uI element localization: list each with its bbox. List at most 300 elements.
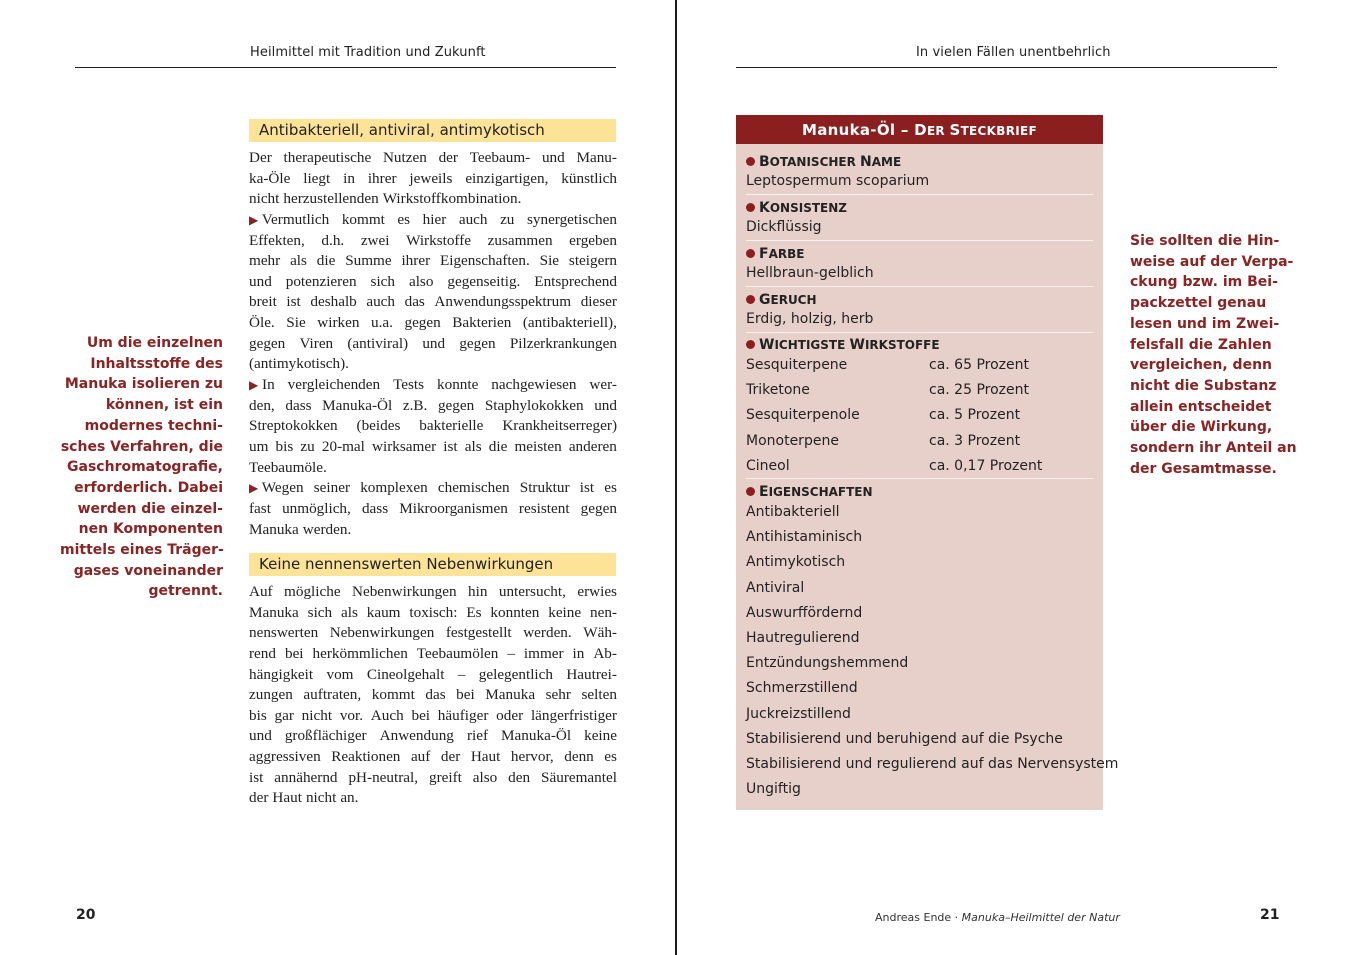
margin-note-line: werden die einzel- bbox=[77, 500, 223, 517]
text-word: künstlich bbox=[561, 169, 617, 187]
text-word: kommt bbox=[341, 210, 385, 228]
text-line bbox=[249, 148, 617, 169]
bullet-icon bbox=[746, 203, 755, 212]
ingredient-name: Monoterpene bbox=[746, 433, 839, 449]
bullet-icon bbox=[746, 157, 755, 166]
text-word: gegenseitig. bbox=[447, 272, 521, 290]
text-line bbox=[249, 416, 617, 437]
text-word: (beides bbox=[356, 417, 401, 435]
text-word: Staphylokokken bbox=[484, 396, 584, 414]
text-word: also bbox=[408, 272, 434, 290]
text-word: nenswerten bbox=[249, 624, 319, 642]
text-word: und bbox=[249, 272, 272, 290]
text-word: anderen bbox=[568, 437, 617, 455]
ingredient-amount: ca. 3 Prozent bbox=[929, 433, 1021, 449]
text-line bbox=[249, 706, 617, 727]
text-word: nachgewiesen bbox=[491, 376, 577, 394]
margin-note-line: nen Komponenten bbox=[78, 521, 223, 538]
text-word: Reaktionen bbox=[331, 748, 401, 766]
text-line bbox=[249, 582, 617, 603]
margin-note-line: Inhaltsstoffe des bbox=[90, 355, 223, 372]
footer-author: Andreas Ende · bbox=[875, 911, 959, 924]
text-word: nen- bbox=[589, 603, 617, 621]
separator bbox=[746, 332, 1093, 333]
text-word: ka-Öle bbox=[249, 169, 291, 187]
property-item: Entzündungshemmend bbox=[746, 655, 909, 671]
text-word: Cineolgehalt bbox=[366, 665, 445, 683]
text-word: ergeben bbox=[569, 231, 617, 249]
text-word: aggressiven bbox=[249, 748, 321, 766]
text-line bbox=[249, 685, 617, 706]
text-word: ist bbox=[579, 479, 595, 497]
margin-note-line: lesen und im Zwei- bbox=[1130, 315, 1280, 332]
text-word: Nebenwirkungen bbox=[329, 624, 435, 642]
text-word: Tests bbox=[393, 376, 425, 394]
text-word: konnte bbox=[437, 376, 479, 394]
text-line bbox=[249, 747, 617, 768]
text-word: ist bbox=[249, 768, 264, 786]
steckbrief-title-part2: TECKBRIEF bbox=[960, 124, 1037, 138]
property-item: Antiviral bbox=[746, 580, 805, 596]
text-word: greift bbox=[428, 768, 462, 786]
margin-note-line: sondern ihr Anteil an bbox=[1130, 440, 1297, 457]
text-word: nicht bbox=[301, 706, 333, 724]
text-word: rend bbox=[249, 644, 276, 662]
text-word: der bbox=[440, 748, 461, 766]
steckbrief-title-dash: – bbox=[895, 121, 915, 139]
text-line bbox=[249, 520, 617, 541]
text-line bbox=[249, 603, 617, 624]
text-word: hin bbox=[468, 583, 488, 600]
text-word: gelegentlich bbox=[478, 665, 553, 683]
text-line bbox=[249, 354, 617, 375]
text-word: vor. bbox=[339, 706, 364, 724]
text-word: jeweils bbox=[409, 169, 453, 187]
text-word: Hautrei- bbox=[566, 665, 617, 683]
ingredient-amount: ca. 0,17 Prozent bbox=[929, 458, 1043, 474]
text-line bbox=[249, 169, 617, 190]
category-eigenschaften: EIGENSCHAFTEN bbox=[746, 484, 873, 500]
text-word: ist bbox=[286, 293, 301, 311]
text-word: ▶ Vermutlich bbox=[249, 210, 330, 228]
text-word: an. bbox=[340, 789, 359, 807]
text-word: zu bbox=[500, 210, 515, 228]
text-word: z.B. bbox=[402, 396, 428, 414]
text-word: Auf bbox=[249, 583, 273, 600]
text-line bbox=[249, 437, 617, 458]
text-word: in bbox=[572, 644, 585, 662]
text-word: vom bbox=[326, 665, 354, 683]
text-word: keine bbox=[584, 727, 617, 745]
text-word: unmöglich, bbox=[282, 499, 351, 517]
text-word: häufiger bbox=[437, 706, 489, 724]
margin-note-line: mittels eines Träger- bbox=[60, 542, 224, 559]
text-word: Struktur bbox=[519, 479, 570, 497]
text-word: und bbox=[594, 396, 617, 414]
text-word: auch bbox=[458, 210, 488, 228]
text-word: nicht bbox=[249, 190, 280, 208]
text-word: Es bbox=[466, 603, 482, 621]
margin-note-line: der Gesamtmasse. bbox=[1130, 460, 1277, 477]
running-head-right: In vielen Fällen unentbehrlich bbox=[916, 45, 1111, 60]
text-word: ▶ Wegen bbox=[249, 479, 304, 497]
text-word: den, bbox=[249, 396, 275, 414]
separator bbox=[746, 194, 1093, 195]
header-rule-right bbox=[736, 67, 1277, 68]
margin-note-line: getrennt. bbox=[148, 583, 223, 600]
text-word: Sie bbox=[286, 314, 306, 332]
bullet-icon bbox=[746, 487, 755, 496]
text-word: seiner bbox=[313, 479, 350, 497]
text-line bbox=[249, 788, 617, 809]
triangle-bullet-icon: ▶ bbox=[249, 378, 259, 393]
footer-credit bbox=[875, 911, 1120, 924]
text-line bbox=[249, 375, 617, 396]
bullet-icon bbox=[746, 340, 755, 349]
text-word: – bbox=[457, 665, 466, 683]
text-word: steigern bbox=[568, 252, 617, 270]
text-word: werden. bbox=[302, 520, 352, 538]
text-line bbox=[249, 210, 617, 231]
ingredient-name: Triketone bbox=[746, 382, 810, 398]
text-word: d.h. bbox=[321, 231, 345, 249]
text-line bbox=[249, 768, 617, 789]
steckbrief-title-main: Manuka-Öl bbox=[801, 121, 896, 139]
text-line bbox=[249, 665, 617, 686]
text-word: untersucht, bbox=[498, 583, 566, 600]
text-word: vergleichenden bbox=[287, 376, 381, 394]
bullet-icon bbox=[746, 249, 755, 258]
margin-note-line: Manuka isolieren zu bbox=[64, 376, 223, 393]
text-word: Manu- bbox=[576, 149, 617, 166]
text-word: Mikroorganismen bbox=[399, 499, 508, 517]
margin-note-line: erforderlich. Dabei bbox=[74, 479, 223, 496]
text-line bbox=[249, 231, 617, 252]
margin-note-line: können, ist ein bbox=[105, 397, 223, 414]
text-word: Viren bbox=[299, 334, 334, 352]
text-word: Teebaumöle. bbox=[249, 458, 327, 476]
category-botanischer-name: BOTANISCHER NAME bbox=[746, 154, 901, 170]
text-word: Manuka-Öl bbox=[501, 727, 572, 745]
text-word: ihrer bbox=[367, 169, 397, 187]
text-word: einzigartigen, bbox=[465, 169, 549, 187]
text-word: sich bbox=[370, 272, 395, 290]
text-word: werden. bbox=[523, 624, 572, 642]
text-word: Wirkstoffe bbox=[406, 231, 471, 249]
text-word: annähernd bbox=[274, 768, 338, 786]
text-word: Entsprechend bbox=[534, 272, 617, 290]
margin-note-line: felsfall die Zahlen bbox=[1130, 336, 1272, 353]
text-word: der bbox=[249, 789, 269, 807]
margin-note-line: Um die einzelnen bbox=[86, 335, 223, 351]
text-line bbox=[249, 726, 617, 747]
text-word: – bbox=[507, 644, 515, 662]
steckbrief-title-cap2: S bbox=[949, 121, 961, 139]
text-word: Pilzerkrankungen bbox=[509, 334, 617, 352]
text-word: meisten bbox=[514, 437, 562, 455]
category-konsistenz: KONSISTENZ bbox=[746, 200, 847, 216]
text-line bbox=[249, 272, 617, 293]
text-word: Wäh- bbox=[583, 624, 617, 642]
text-word: bei bbox=[411, 706, 431, 724]
ingredient-amount: ca. 5 Prozent bbox=[929, 407, 1021, 423]
text-word: hier bbox=[422, 210, 447, 228]
text-word: gegen bbox=[437, 396, 475, 414]
body-text-section-2 bbox=[249, 582, 617, 809]
text-word: kaum bbox=[366, 603, 401, 621]
text-word: Haut bbox=[470, 748, 501, 766]
category-geruch: GERUCH bbox=[746, 292, 817, 308]
text-word: wer- bbox=[589, 376, 617, 394]
ingredient-amount: ca. 65 Prozent bbox=[929, 357, 1029, 373]
running-head-left: Heilmittel mit Tradition und Zukunft bbox=[250, 45, 486, 60]
text-word: in bbox=[343, 169, 355, 187]
text-word: bis bbox=[249, 706, 267, 724]
text-word: Teebaum- bbox=[469, 149, 531, 166]
book-spine bbox=[675, 0, 677, 955]
margin-note-line: ckung bzw. im Bei- bbox=[1130, 274, 1278, 291]
text-word: liegt bbox=[303, 169, 331, 187]
text-line bbox=[249, 313, 617, 334]
text-word: Anwendung bbox=[379, 727, 454, 745]
margin-note-line: sches Verfahren, die bbox=[60, 438, 223, 455]
ingredient-name: Sesquiterpenole bbox=[746, 407, 860, 423]
margin-note-line: Gaschromatografie, bbox=[67, 459, 223, 476]
text-word: sehr bbox=[545, 686, 571, 704]
text-line bbox=[249, 458, 617, 479]
property-item: Stabilisierend und beruhigend auf die Psyche bbox=[746, 731, 1063, 747]
text-word: das bbox=[404, 293, 425, 311]
text-word: komplexen bbox=[360, 479, 428, 497]
steckbrief-title bbox=[736, 115, 1103, 144]
margin-note-line: Sie sollten die Hin- bbox=[1130, 233, 1280, 249]
text-word: das bbox=[425, 686, 446, 704]
text-word: bis bbox=[275, 437, 294, 455]
property-item: Hautregulierend bbox=[746, 630, 860, 646]
text-word: als bbox=[290, 252, 307, 270]
text-word: Manuka-Öl bbox=[322, 396, 393, 414]
bullet-icon bbox=[746, 295, 755, 304]
page-number-left: 20 bbox=[76, 907, 96, 923]
text-word: keine bbox=[548, 603, 582, 621]
text-word: erwies bbox=[577, 583, 617, 600]
text-word: Eigenschaften. bbox=[439, 252, 530, 270]
text-word: Teebaumölen bbox=[416, 644, 499, 662]
value-botanischer-name: Leptospermum scoparium bbox=[746, 173, 930, 189]
text-word: Auch bbox=[370, 706, 404, 724]
text-word: Säuremantel bbox=[541, 768, 617, 786]
text-word: rief bbox=[466, 727, 489, 745]
steckbrief-title-part1: ER bbox=[926, 124, 950, 138]
text-word: wirksamer bbox=[372, 437, 437, 455]
text-line bbox=[249, 644, 617, 665]
text-word: Ab- bbox=[593, 644, 617, 662]
text-word: Nebenwirkungen bbox=[351, 583, 457, 600]
text-word: auftraten, bbox=[303, 686, 362, 704]
text-word: zwei bbox=[360, 231, 390, 249]
steckbrief-title-cap1: D bbox=[914, 121, 927, 139]
text-word: gegen bbox=[580, 499, 617, 517]
text-word: Der bbox=[249, 149, 272, 166]
text-word: selten bbox=[581, 686, 617, 704]
text-word: Manuka bbox=[485, 686, 536, 704]
text-word: mehr bbox=[249, 252, 281, 270]
text-word: resistent bbox=[518, 499, 570, 517]
text-word: es bbox=[397, 210, 411, 228]
text-word: konnten bbox=[490, 603, 540, 621]
text-word: Manuka bbox=[249, 520, 299, 538]
text-word: bei bbox=[284, 644, 304, 662]
text-word: es bbox=[604, 479, 617, 497]
margin-note-left bbox=[60, 333, 223, 602]
footer-book-title: Manuka–Heilmittel der Natur bbox=[961, 911, 1120, 924]
text-line bbox=[249, 623, 617, 644]
ingredient-amount: ca. 25 Prozent bbox=[929, 382, 1029, 398]
text-word: gegen bbox=[249, 334, 286, 352]
text-word: großflächiger bbox=[284, 727, 367, 745]
text-line bbox=[249, 396, 617, 417]
text-word: hervor, bbox=[510, 748, 554, 766]
text-word: auf bbox=[410, 748, 431, 766]
separator bbox=[746, 286, 1093, 287]
value-konsistenz: Dickflüssig bbox=[746, 219, 822, 235]
text-word: als bbox=[341, 603, 358, 621]
property-item: Antimykotisch bbox=[746, 554, 846, 570]
text-word: hängigkeit bbox=[249, 665, 314, 683]
category-farbe: FARBE bbox=[746, 246, 804, 262]
text-line bbox=[249, 499, 617, 520]
text-line bbox=[249, 292, 617, 313]
text-word: fast bbox=[249, 499, 271, 517]
property-item: Auswurffördernd bbox=[746, 605, 863, 621]
text-word: Krankheitserreger) bbox=[502, 417, 617, 435]
triangle-bullet-icon: ▶ bbox=[249, 481, 259, 496]
text-word: gegen bbox=[404, 314, 441, 332]
header-rule-left bbox=[75, 67, 616, 68]
text-word: nicht bbox=[305, 789, 337, 807]
text-word: Haut bbox=[272, 789, 302, 807]
text-word: die bbox=[316, 252, 336, 270]
text-word: Sie bbox=[539, 252, 560, 270]
text-line bbox=[249, 251, 617, 272]
margin-note-line: allein entscheidet bbox=[1130, 398, 1272, 415]
text-word: Öle. bbox=[249, 314, 275, 332]
text-word: und bbox=[422, 334, 446, 352]
text-word: die bbox=[488, 437, 508, 455]
text-word: gegen bbox=[459, 334, 496, 352]
text-word: festgestellt bbox=[445, 624, 512, 642]
text-word: immer bbox=[523, 644, 564, 662]
text-word: zungen bbox=[249, 686, 293, 704]
value-farbe: Hellbraun-gelblich bbox=[746, 265, 874, 281]
section-heading-nebenwirkungen: Keine nennenswerten Nebenwirkungen bbox=[249, 553, 616, 576]
text-word: also bbox=[472, 768, 498, 786]
text-word: (antibakteriell), bbox=[522, 314, 617, 332]
text-word: wirken bbox=[317, 314, 360, 332]
text-word: ist bbox=[443, 437, 458, 455]
margin-note-right bbox=[1130, 231, 1297, 479]
text-word: der bbox=[438, 149, 458, 166]
text-word: breit bbox=[249, 293, 277, 311]
text-word: auch bbox=[366, 293, 396, 311]
text-word: sich bbox=[307, 603, 333, 621]
property-item: Antibakteriell bbox=[746, 504, 840, 520]
text-word: Summe bbox=[345, 252, 392, 270]
margin-note-line: packzettel genau bbox=[1130, 295, 1267, 312]
margin-note-line: nicht die Substanz bbox=[1130, 377, 1277, 394]
text-word: bei bbox=[456, 686, 475, 704]
text-word: kommt bbox=[371, 686, 415, 704]
text-word: toxisch: bbox=[409, 603, 458, 621]
text-word: es bbox=[604, 748, 617, 766]
text-word: oder bbox=[496, 706, 524, 724]
section-heading-antibakteriell: Antibakteriell, antiviral, antimykotisch bbox=[249, 119, 616, 142]
text-line bbox=[249, 334, 617, 355]
text-word: Bakterien bbox=[452, 314, 512, 332]
category-wichtigste-wirkstoffe: WICHTIGSTE WIRKSTOFFE bbox=[746, 337, 940, 353]
text-word: bakterielle bbox=[419, 417, 484, 435]
text-word: herkömmlichen bbox=[312, 644, 408, 662]
text-word: synergetischen bbox=[526, 210, 617, 228]
text-word: deshalb bbox=[310, 293, 357, 311]
property-item: Ungiftig bbox=[746, 781, 801, 797]
text-word: den bbox=[508, 768, 531, 786]
text-word: mögliche bbox=[284, 583, 341, 600]
text-line bbox=[249, 189, 617, 210]
ingredient-name: Cineol bbox=[746, 458, 790, 474]
value-geruch: Erdig, holzig, herb bbox=[746, 311, 874, 327]
text-word: herzustellenden bbox=[283, 190, 379, 208]
text-word: Effekten, bbox=[249, 231, 305, 249]
text-word: zu bbox=[300, 437, 315, 455]
margin-note-line: modernes techni- bbox=[84, 417, 223, 434]
text-word: Wirkstoffkombination. bbox=[382, 190, 522, 208]
ingredient-name: Sesquiterpene bbox=[746, 357, 848, 373]
text-word: längerfristiger bbox=[530, 706, 617, 724]
separator bbox=[746, 478, 1093, 479]
page-number-right: 21 bbox=[1260, 907, 1280, 923]
text-word: Anwendungsspektrum bbox=[434, 293, 572, 311]
text-word: (antiviral) bbox=[347, 334, 409, 352]
text-word: chemischen bbox=[437, 479, 510, 497]
margin-note-line: gases voneinander bbox=[73, 562, 223, 579]
text-word: potenzieren bbox=[285, 272, 357, 290]
text-word: Manuka bbox=[249, 603, 299, 621]
text-word: gar bbox=[274, 706, 294, 724]
text-word: zusammen bbox=[487, 231, 553, 249]
text-word: ihrer bbox=[401, 252, 431, 270]
text-word: denn bbox=[564, 748, 594, 766]
text-word: u.a. bbox=[370, 314, 393, 332]
separator bbox=[746, 240, 1093, 241]
text-line bbox=[249, 478, 617, 499]
text-word: 20-mal bbox=[321, 437, 365, 455]
text-word: therapeutische bbox=[283, 149, 372, 166]
property-item: Juckreizstillend bbox=[746, 706, 851, 722]
property-item: Stabilisierend und regulierend auf das Nervensystem bbox=[746, 756, 1119, 772]
triangle-bullet-icon: ▶ bbox=[249, 212, 259, 227]
text-word: Streptokokken bbox=[249, 417, 338, 435]
text-word: als bbox=[464, 437, 482, 455]
text-word: dass bbox=[285, 396, 312, 414]
text-word: dieser bbox=[580, 293, 617, 311]
property-item: Antihistaminisch bbox=[746, 529, 863, 545]
text-word: (antimykotisch). bbox=[249, 355, 349, 373]
text-word: Nutzen bbox=[382, 149, 427, 166]
text-word: ▶ In bbox=[249, 376, 275, 394]
text-word: und bbox=[541, 149, 565, 166]
text-word: und bbox=[249, 727, 272, 745]
